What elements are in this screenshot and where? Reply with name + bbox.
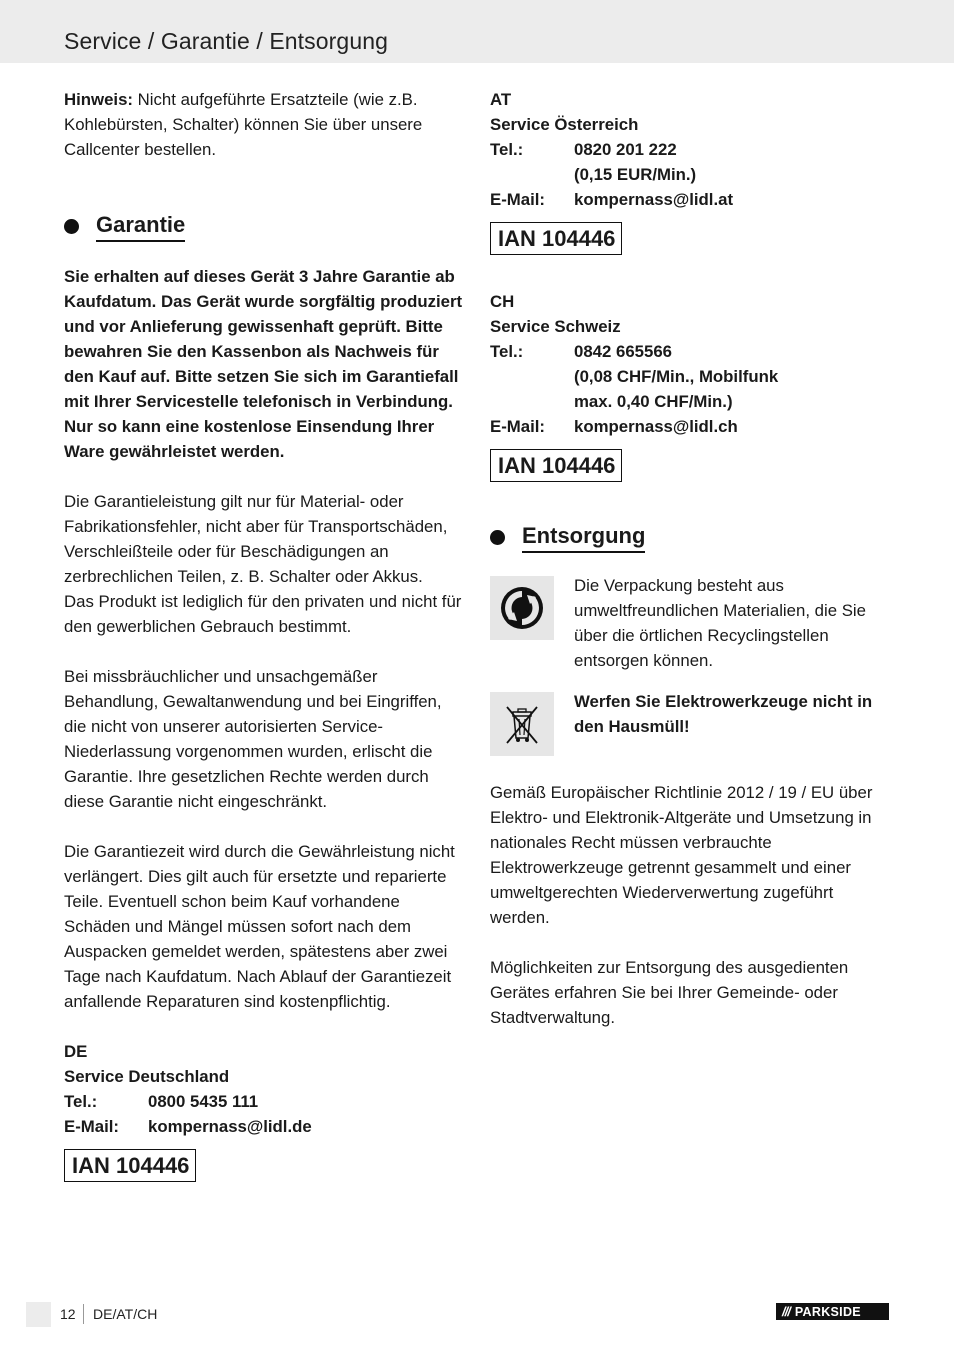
service-name: Service Österreich bbox=[490, 115, 639, 134]
left-column bbox=[64, 87, 466, 1182]
mail-address: kompernass@lidl.at bbox=[574, 190, 734, 209]
page-title: Service / Garantie / Entsorgung bbox=[64, 28, 388, 54]
footer-square bbox=[26, 1302, 51, 1327]
mail-address: kompernass@lidl.de bbox=[148, 1117, 312, 1136]
logo-text: PARKSIDE bbox=[794, 1304, 861, 1319]
ian-box: IAN 104446 bbox=[64, 1149, 196, 1182]
tel-row bbox=[490, 137, 892, 162]
service-name: Service Deutschland bbox=[64, 1067, 230, 1086]
tel-note: max. 0,40 CHF/Min.) bbox=[574, 392, 733, 411]
ian-box: IAN 104446 bbox=[490, 449, 622, 482]
entsorgung-heading bbox=[490, 522, 645, 553]
parkside-logo bbox=[776, 1303, 889, 1320]
tel-row bbox=[490, 339, 892, 364]
tel-row bbox=[64, 1089, 466, 1114]
tel-label: Tel.: bbox=[490, 140, 524, 159]
ian-box: IAN 104446 bbox=[490, 222, 622, 255]
garantie-paragraph-2: Bei missbräuchlicher und unsachgemäßer Behandlung, Gewaltanwendung und bei Eingriffen, die nicht von unserer autorisierten Service-Niederlassung vorgenommen wurden, erlischt die Garantie. Ihre gesetzlichen Rechte werden durch diese Garantie nicht eingeschränkt. bbox=[64, 667, 442, 811]
tel-number: 0800 5435 111 bbox=[148, 1092, 259, 1111]
logo-stripes: /// bbox=[782, 1304, 790, 1319]
mail-row bbox=[490, 187, 892, 212]
tel-number: 0820 201 222 bbox=[574, 140, 677, 159]
garantie-paragraph-3: Die Garantiezeit wird durch die Gewährleistung nicht verlängert. Dies gilt auch für ersetzte und reparierte Teile. Eventuell schon beim Kauf vorhandene Schäden und Mängel müssen sofort nach dem Auspacken gemeldet werden, spätestens aber zwei Tage nach Kaufdatum. Nach Ablauf der Garantiezeit anfallende Reparaturen sind kostenpflichtig. bbox=[64, 842, 455, 1011]
crossed-bin-icon bbox=[490, 692, 554, 756]
packaging-text: Die Verpackung besteht aus umweltfreundlichen Materialien, die Sie über die örtlichen Recyclingstellen entsorgen können. bbox=[574, 576, 866, 670]
warning-text: Werfen Sie Elektrowerkzeuge nicht in den Hausmüll! bbox=[574, 692, 873, 736]
country-code: DE bbox=[64, 1042, 88, 1061]
page-number: 12 bbox=[60, 1306, 76, 1322]
mail-label: E-Mail: bbox=[490, 190, 546, 209]
garantie-heading bbox=[64, 211, 185, 242]
tel-label: Tel.: bbox=[64, 1092, 98, 1111]
service-at-block bbox=[490, 87, 892, 212]
disposal-paragraph: Möglichkeiten zur Entsorgung des ausgedienten Gerätes erfahren Sie bei Ihrer Gemeinde- oder Stadtverwaltung. bbox=[490, 958, 849, 1027]
entsorgung-heading-text: Entsorgung bbox=[522, 522, 645, 553]
tel-note: (0,15 EUR/Min.) bbox=[574, 165, 697, 184]
mail-row bbox=[490, 414, 892, 439]
footer-languages: DE/AT/CH bbox=[93, 1306, 158, 1322]
tel-note-row bbox=[490, 389, 892, 414]
footer-divider bbox=[83, 1304, 84, 1324]
tel-note-row bbox=[490, 364, 892, 389]
warning-row bbox=[490, 689, 892, 756]
mail-address: kompernass@lidl.ch bbox=[574, 417, 738, 436]
bullet-icon bbox=[64, 219, 79, 234]
tel-number: 0842 665566 bbox=[574, 342, 672, 361]
service-ch-block bbox=[490, 289, 892, 439]
service-name: Service Schweiz bbox=[490, 317, 621, 336]
mail-label: E-Mail: bbox=[490, 417, 546, 436]
service-de-block bbox=[64, 1039, 466, 1139]
hinweis-text: Nicht aufgeführte Ersatzteile (wie z.B. Kohlebürsten, Schalter) können Sie über unsere Callcenter bestellen. bbox=[64, 90, 423, 159]
mail-label: E-Mail: bbox=[64, 1117, 120, 1136]
bullet-icon bbox=[490, 530, 505, 545]
right-column bbox=[490, 87, 892, 1030]
garantie-heading-text: Garantie bbox=[96, 211, 185, 242]
directive-paragraph: Gemäß Europäischer Richtlinie 2012 / 19 / EU über Elektro- und Elektronik-Altgeräte und Umsetzung in nationales Recht müssen verbrauchte Elektrowerkzeuge getrennt gesammelt und einer umweltgerechten Wiederverwertung zugeführt werden. bbox=[490, 783, 873, 927]
country-code: AT bbox=[490, 90, 512, 109]
tel-note-row bbox=[490, 162, 892, 187]
country-code: CH bbox=[490, 292, 515, 311]
hinweis-paragraph bbox=[64, 87, 466, 162]
packaging-row bbox=[490, 573, 892, 673]
tel-label: Tel.: bbox=[490, 342, 524, 361]
recycling-icon bbox=[490, 576, 554, 640]
garantie-paragraph-1b: Das Produkt ist lediglich für den privaten und nicht für den gewerblichen Gebrauch bestimmt. bbox=[64, 592, 462, 636]
hinweis-label: Hinweis: bbox=[64, 90, 134, 109]
tel-note: (0,08 CHF/Min., Mobilfunk bbox=[574, 367, 779, 386]
garantie-bold-paragraph: Sie erhalten auf dieses Gerät 3 Jahre Garantie ab Kaufdatum. Das Gerät wurde sorgfältig produziert und vor Anlieferung gewissenhaft geprüft. Bitte bewahren Sie den Kassenbon als Nachweis für den Kauf auf. Bitte setzen Sie sich im Garantiefall mit Ihrer Servicestelle telefonisch in Verbindung. Nur so kann eine kostenlose Einsendung Ihrer Ware gewährleistet werden. bbox=[64, 267, 463, 461]
garantie-paragraph-1: Die Garantieleistung gilt nur für Material- oder Fabrikationsfehler, nicht aber für Transportschäden, Verschleißteile oder für Beschädigungen an zerbrechlichen Teilen, z. B. Schalter oder Akkus. bbox=[64, 492, 448, 586]
mail-row bbox=[64, 1114, 466, 1139]
